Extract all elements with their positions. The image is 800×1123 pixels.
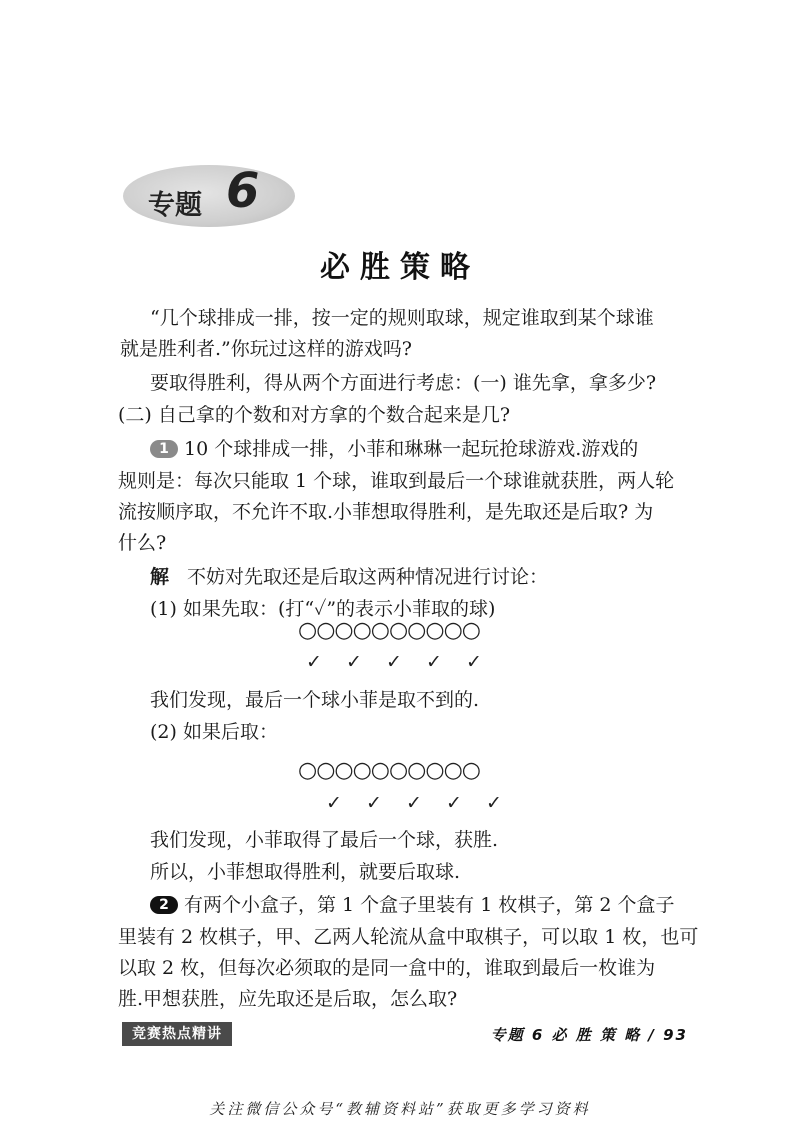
series-tag: 竞赛热点精讲: [122, 1022, 232, 1046]
check-mark: ✓: [406, 792, 422, 814]
solution-line1: [150, 564, 548, 590]
check-mark: ✓: [446, 792, 462, 814]
example2-line3: 以取 2 枚，但每次必须取的是同一盒中的，谁取到最后一枚谁为: [118, 957, 656, 979]
solution-line1-text: 不妨对先取还是后取这两种情况进行讨论：: [187, 566, 549, 588]
example2-line1: [150, 892, 675, 918]
balls-row-case2: ○○○○○○○○○○: [298, 758, 480, 783]
solution-label: 解: [150, 566, 170, 588]
case2-heading: (2) 如果后取：: [150, 721, 278, 743]
case1-result: 我们发现，最后一个球小菲是取不到的.: [150, 689, 480, 711]
example2-line1-text: 有两个小盒子，第 1 个盒子里装有 1 枚棋子，第 2 个盒子: [184, 894, 675, 916]
intro-p2-line2: (二) 自己拿的个数和对方拿的个数合起来是几?: [118, 404, 511, 426]
example1-line3: 流按顺序取，不允许不取.小菲想取得胜利，是先取还是后取? 为: [118, 501, 654, 523]
check-mark: ✓: [426, 651, 442, 673]
example2-badge: 2: [150, 896, 178, 914]
example1-badge: 1: [150, 440, 178, 458]
example1-line2: 规则是：每次只能取 1 个球，谁取到最后一个球谁就获胜，两人轮: [118, 470, 675, 492]
example1-line1-text: 10 个球排成一排，小菲和琳琳一起玩抢球游戏.游戏的: [184, 438, 639, 460]
case2-result: 我们发现，小菲取得了最后一个球，获胜.: [150, 829, 499, 851]
chapter-label: 专题: [148, 190, 202, 221]
example1-line4: 什么?: [118, 532, 167, 554]
example1-line1: [150, 436, 638, 462]
chapter-number: 6: [226, 163, 260, 219]
page-title: 必胜策略: [320, 250, 480, 285]
intro-p1-line2: 就是胜利者.”你玩过这样的游戏吗?: [120, 338, 412, 360]
example2-line2: 里装有 2 枚棋子，甲、乙两人轮流从盒中取棋子，可以取 1 枚，也可: [118, 926, 699, 948]
intro-p1-line1: “几个球排成一排，按一定的规则取球，规定谁取到某个球谁: [150, 307, 654, 329]
case1-heading: (1) 如果先取：(打“✓”的表示小菲取的球): [150, 598, 496, 620]
check-mark: ✓: [306, 651, 322, 673]
check-mark: ✓: [366, 792, 382, 814]
check-mark: ✓: [386, 651, 402, 673]
watermark-text: 关注微信公众号“教辅资料站”获取更多学习资料: [209, 1100, 591, 1118]
check-mark: ✓: [346, 651, 362, 673]
check-mark: ✓: [466, 651, 482, 673]
balls-row-case1: ○○○○○○○○○○: [298, 618, 480, 643]
check-mark: ✓: [326, 792, 342, 814]
intro-p2-line1: 要取得胜利，得从两个方面进行考虑：(一) 谁先拿，拿多少?: [150, 372, 657, 394]
solution-conclusion: 所以，小菲想取得胜利，就要后取球.: [150, 861, 461, 883]
running-head: 专题 6 必 胜 策 略 / 93: [490, 1026, 688, 1044]
example2-line4: 胜.甲想获胜，应先取还是后取，怎么取?: [118, 988, 458, 1010]
check-mark: ✓: [486, 792, 502, 814]
